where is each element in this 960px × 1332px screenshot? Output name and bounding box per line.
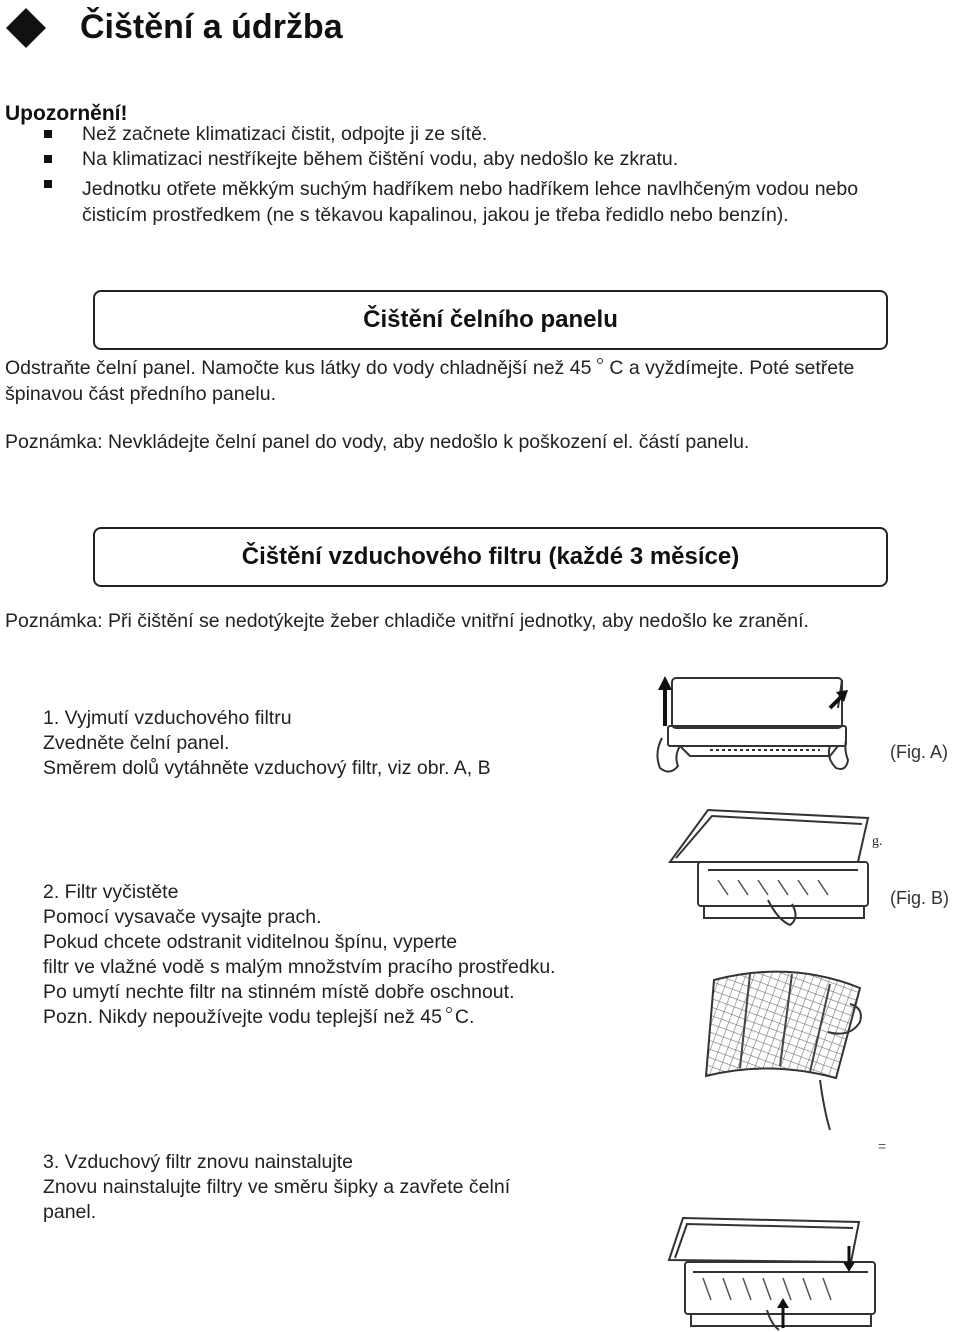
filter-mesh-illustration (700, 960, 880, 1135)
air-filter-note: Poznámka: Při čištění se nedotýkejte žeber chladiče vnitřní jednotky, aby nedošlo ke zranění. (5, 610, 809, 632)
step-2-title: 2. Filtr vyčistěte (43, 881, 179, 903)
figure-b-fragment: g. (872, 834, 883, 849)
step-2-note (43, 1005, 474, 1030)
figure-a-illustration (650, 668, 950, 788)
front-panel-note: Poznámka: Nevkládejte čelní panel do vody, aby nedošlo k poškození el. částí panelu. (5, 431, 750, 453)
step-2-line: Po umytí nechte filtr na stinném místě dobře oschnout. (43, 981, 515, 1003)
bullet-icon (44, 130, 52, 138)
step-1-title: 1. Vyjmutí vzduchového filtru (43, 707, 292, 729)
bullet-icon (44, 180, 52, 188)
page-title: Čištění a údržba (80, 8, 343, 46)
step-2-line: filtr ve vlažné vodě s malým množstvím pracího prostředku. (43, 956, 556, 978)
front-panel-heading-box (93, 290, 888, 350)
degree-icon (597, 358, 603, 364)
figure-b-label: (Fig. B) (890, 888, 950, 908)
air-filter-heading: Čištění vzduchového filtru (každé 3 měsíce) (241, 543, 740, 570)
step-3-title: 3. Vzduchový filtr znovu nainstalujte (43, 1151, 354, 1173)
step-2-note-suffix: C. (454, 1006, 475, 1028)
bullet-icon (44, 155, 52, 163)
front-panel-line2: špinavou část předního panelu. (5, 383, 277, 405)
reinstall-illustration (663, 1200, 888, 1332)
diamond-icon (6, 8, 46, 48)
warning-item-continued: čisticím prostředkem (ne s těkavou kapalinou, jakou je třeba ředidlo nebo benzín). (82, 204, 789, 226)
front-panel-line1b: C a vyždímejte. Poté setřete (609, 357, 855, 379)
front-panel-heading: Čištění čelního panelu (363, 306, 618, 333)
step-3-line: Znovu nainstalujte filtry ve směru šipky a zavřete čelní (43, 1176, 511, 1198)
figure-a-label: (Fig. A) (890, 742, 949, 762)
degree-icon (446, 1007, 452, 1013)
step-2-line: Pokud chcete odstranit viditelnou špínu, vyperte (43, 931, 458, 953)
front-panel-instruction (5, 356, 854, 381)
step-1-line: Zvedněte čelní panel. (43, 732, 230, 754)
equals-mark: = (878, 1138, 887, 1154)
figure-b-illustration (668, 800, 898, 935)
step-1-line: Směrem dolů vytáhněte vzduchový filtr, viz obr. A, B (43, 757, 491, 779)
warning-heading: Upozornění! (5, 102, 128, 125)
air-filter-heading-box (93, 527, 888, 587)
warning-item: Na klimatizaci nestříkejte během čištění vodu, aby nedošlo ke zkratu. (82, 148, 679, 170)
front-panel-line1a: Odstraňte čelní panel. Namočte kus látky do vody chladnější než 45 (5, 357, 592, 379)
warning-item: Než začnete klimatizaci čistit, odpojte ji ze sítě. (82, 123, 488, 145)
step-2-line: Pomocí vysavače vysajte prach. (43, 906, 322, 928)
warning-item: Jednotku otřete měkkým suchým hadříkem nebo hadříkem lehce navlhčeným vodou nebo (82, 178, 859, 200)
step-3-line: panel. (43, 1201, 97, 1223)
step-2-note-text: Pozn. Nikdy nepoužívejte vodu teplejší než 45 (43, 1006, 442, 1028)
